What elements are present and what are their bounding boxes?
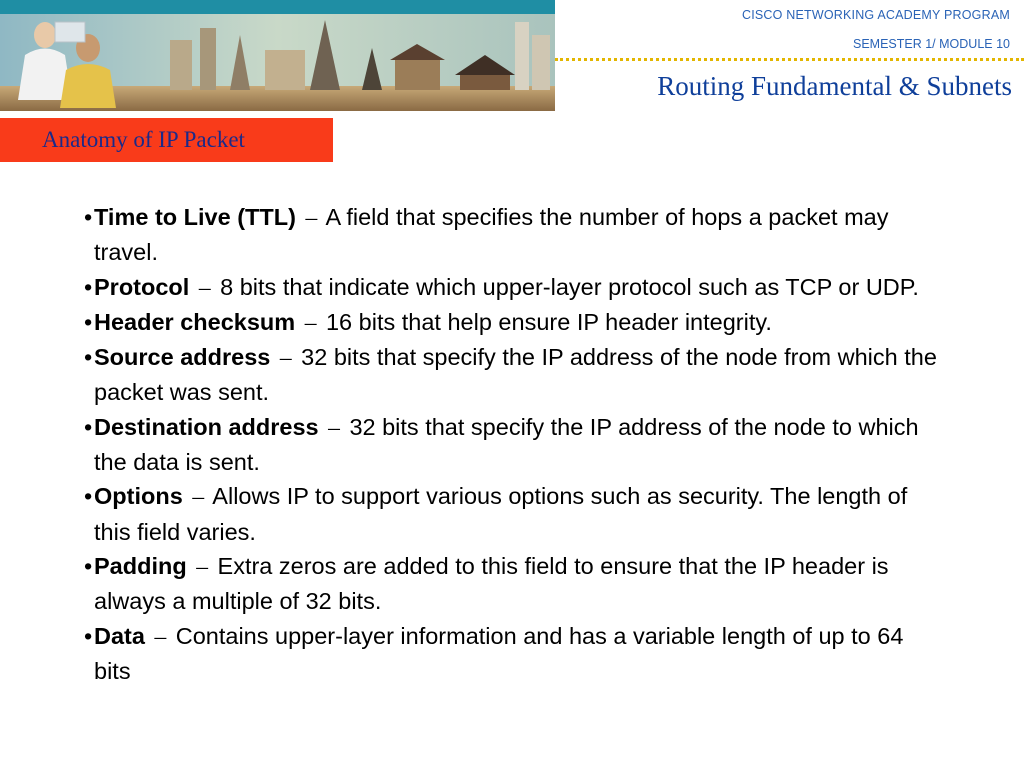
bullet-list [84,200,944,688]
list-item-term: Data [94,622,145,649]
dash-separator: – [198,274,211,301]
bullet-icon: • [84,204,93,230]
bullet-icon: • [84,344,93,371]
list-item-description: A field that specifies the number of hops a packet may travel. [94,204,889,266]
list-item-term: Destination address [94,413,319,440]
list-item-source-address [84,340,944,410]
list-item-term: Padding [94,552,187,579]
list-item-protocol [84,270,944,305]
list-item-term: Options [94,483,183,510]
list-item-description: 32 bits that specify the IP address of the node from which the packet was sent. [94,344,937,406]
list-item-options [84,479,944,549]
list-item-term: Protocol [94,273,190,300]
list-item-description: 16 bits that help ensure IP header integrity. [325,308,772,335]
dash-separator: – [304,309,317,336]
dash-separator: – [305,205,318,231]
bullet-icon: • [84,483,93,510]
list-item-term: Header checksum [94,308,296,335]
header-title-panel [555,0,1024,111]
list-item-description: 8 bits that indicate which upper-layer protocol such as TCP or UDP. [220,273,919,300]
list-item-description: 32 bits that specify the IP address of the node to which the data is sent. [94,413,919,476]
program-name: CISCO NETWORKING ACADEMY PROGRAM [741,8,1010,22]
list-item-description: Extra zeros are added to this field to ensure that the IP header is always a multiple of 32 bits. [94,552,889,615]
dash-separator: – [192,484,205,511]
bullet-icon: • [84,308,93,335]
slide-header [0,0,1024,111]
dotted-divider [555,58,1024,61]
list-item-term: Time to Live (TTL) [94,204,296,230]
course-title: Routing Fundamental & Subnets [657,71,1012,101]
list-item-term: Source address [94,344,271,371]
section-title-tab [0,118,333,162]
dash-separator: – [196,553,208,580]
section-title: Anatomy of IP Packet [42,127,245,152]
list-item-description: Contains upper-layer information and has a variable length of up to 64 bits [94,622,904,684]
dash-separator: – [279,345,292,372]
bullet-icon: • [84,413,93,440]
list-item-padding [84,549,944,619]
semester-module: SEMESTER 1/ MODULE 10 [853,37,1010,51]
bullet-icon: • [84,622,93,649]
bullet-icon: • [84,552,93,579]
header-collage-image [0,0,555,111]
list-item-header-checksum [84,305,944,340]
list-item-description: Allows IP to support various options such as security. The length of this field varies. [94,483,908,545]
list-item-ttl [84,200,944,270]
list-item-destination-address [84,410,944,480]
dash-separator: – [328,414,340,441]
list-item-data [84,619,944,689]
dash-separator: – [154,623,167,650]
bullet-icon: • [84,273,93,300]
